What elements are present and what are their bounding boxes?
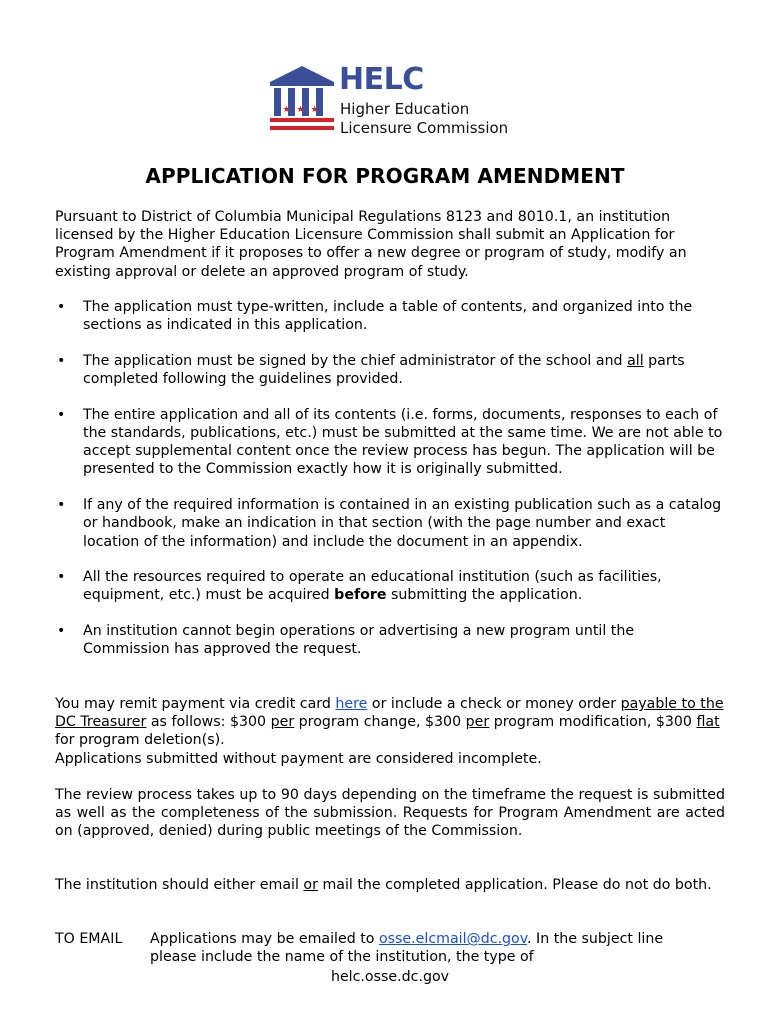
bullet-icon: • xyxy=(57,497,66,514)
bullet-icon: • xyxy=(57,352,66,369)
or-underline: or xyxy=(303,877,318,893)
page-footer: helc.osse.dc.gov xyxy=(330,969,450,985)
list-item xyxy=(55,622,725,658)
per-underline: per xyxy=(465,714,490,731)
payment-text: program modification, $300 xyxy=(489,714,697,731)
svg-text:★: ★ xyxy=(282,105,291,115)
bullet-text: The application must type-written, include a table of contents, and organized into the sections as indicated in this application. xyxy=(83,299,693,334)
requirements-list xyxy=(55,298,725,676)
payment-here-link[interactable]: here xyxy=(335,696,368,712)
list-item xyxy=(55,352,725,388)
list-item xyxy=(55,496,725,551)
email-text: Applications may be emailed to xyxy=(150,931,379,947)
emphasis-bold: before xyxy=(334,587,387,604)
list-item xyxy=(55,406,725,479)
bullet-text: An institution cannot begin operations or advertising a new program until the Commission has approved the request. xyxy=(83,623,635,658)
emphasis-underline: all xyxy=(627,352,644,369)
svg-text:★: ★ xyxy=(310,105,319,115)
svg-text:★: ★ xyxy=(296,105,305,115)
payment-incomplete-note: Applications submitted without payment are considered incomplete. xyxy=(55,750,542,767)
bullet-text: parts completed following the guidelines provided. xyxy=(83,352,685,388)
list-item xyxy=(55,568,725,604)
bullet-text: The application must be signed by the chief administrator of the school and xyxy=(83,352,628,369)
payment-paragraph xyxy=(55,695,725,768)
helc-logo xyxy=(268,64,518,139)
logo-subtitle-line2: Licensure Commission xyxy=(340,119,509,137)
bullet-text: submitting the application. xyxy=(386,587,583,604)
submission-paragraph xyxy=(55,876,725,894)
page-title: APPLICATION FOR PROGRAM AMENDMENT xyxy=(145,164,625,188)
email-link[interactable]: osse.elcmail@dc.gov xyxy=(378,931,528,947)
payable-to-underline: payable to the DC Treasurer xyxy=(55,696,724,731)
logo-name: HELC xyxy=(339,62,424,97)
flat-underline: flat xyxy=(696,714,720,731)
bullet-text: All the resources required to operate an educational institution (such as facilities, equipment, etc.) must be acquired xyxy=(83,569,662,604)
bullet-icon: • xyxy=(57,406,66,423)
payment-text: as follows: $300 xyxy=(146,714,271,731)
payment-text: or include a check or money order xyxy=(367,696,621,712)
email-text: . In the subject line please include the name of the institution, the type of xyxy=(150,931,664,966)
submission-text: mail the completed application. Please do not do both. xyxy=(317,877,712,893)
per-underline: per xyxy=(270,714,295,731)
payment-text: for program deletion(s). xyxy=(55,732,225,749)
bullet-icon: • xyxy=(57,623,66,640)
logo-subtitle-line1: Higher Education xyxy=(340,100,470,118)
review-paragraph: The review process takes up to 90 days depending on the timeframe the request is submitted as well as the completeness of the submission. Requests for Program Amendment are acted on (approved, denied) during public meetings of the Commission. xyxy=(55,787,725,840)
submission-text: The institution should either email xyxy=(55,877,304,893)
payment-text: program change, $300 xyxy=(294,714,466,731)
bullet-icon: • xyxy=(57,299,66,315)
to-email-text xyxy=(150,930,680,966)
bullet-text: If any of the required information is contained in an existing publication such as a catalog or handbook, make an indication in that section (with the page number and exact location of the information) and include the document in an appendix. xyxy=(83,497,722,550)
capitol-building-icon xyxy=(268,64,338,136)
to-email-label: TO EMAIL xyxy=(55,931,123,947)
payment-text: You may remit payment via credit card xyxy=(55,696,336,712)
intro-paragraph: Pursuant to District of Columbia Municipal Regulations 8123 and 8010.1, an institution licensed by the Higher Education Licensure Commission shall submit an Application for Program Amendment if it proposes to offer a new degree or program of study, modify an existing approval or delete an approved program of study. xyxy=(55,209,687,280)
bullet-icon: • xyxy=(57,569,66,586)
bullet-text: The entire application and all of its contents (i.e. forms, documents, responses to each of the standards, publications, etc.) must be submitted at the same time. We are not able to accept supplemental content once the review process has begun. The application will be presented to the Commission exactly how it is originally submitted. xyxy=(83,406,723,478)
list-item xyxy=(55,298,725,334)
